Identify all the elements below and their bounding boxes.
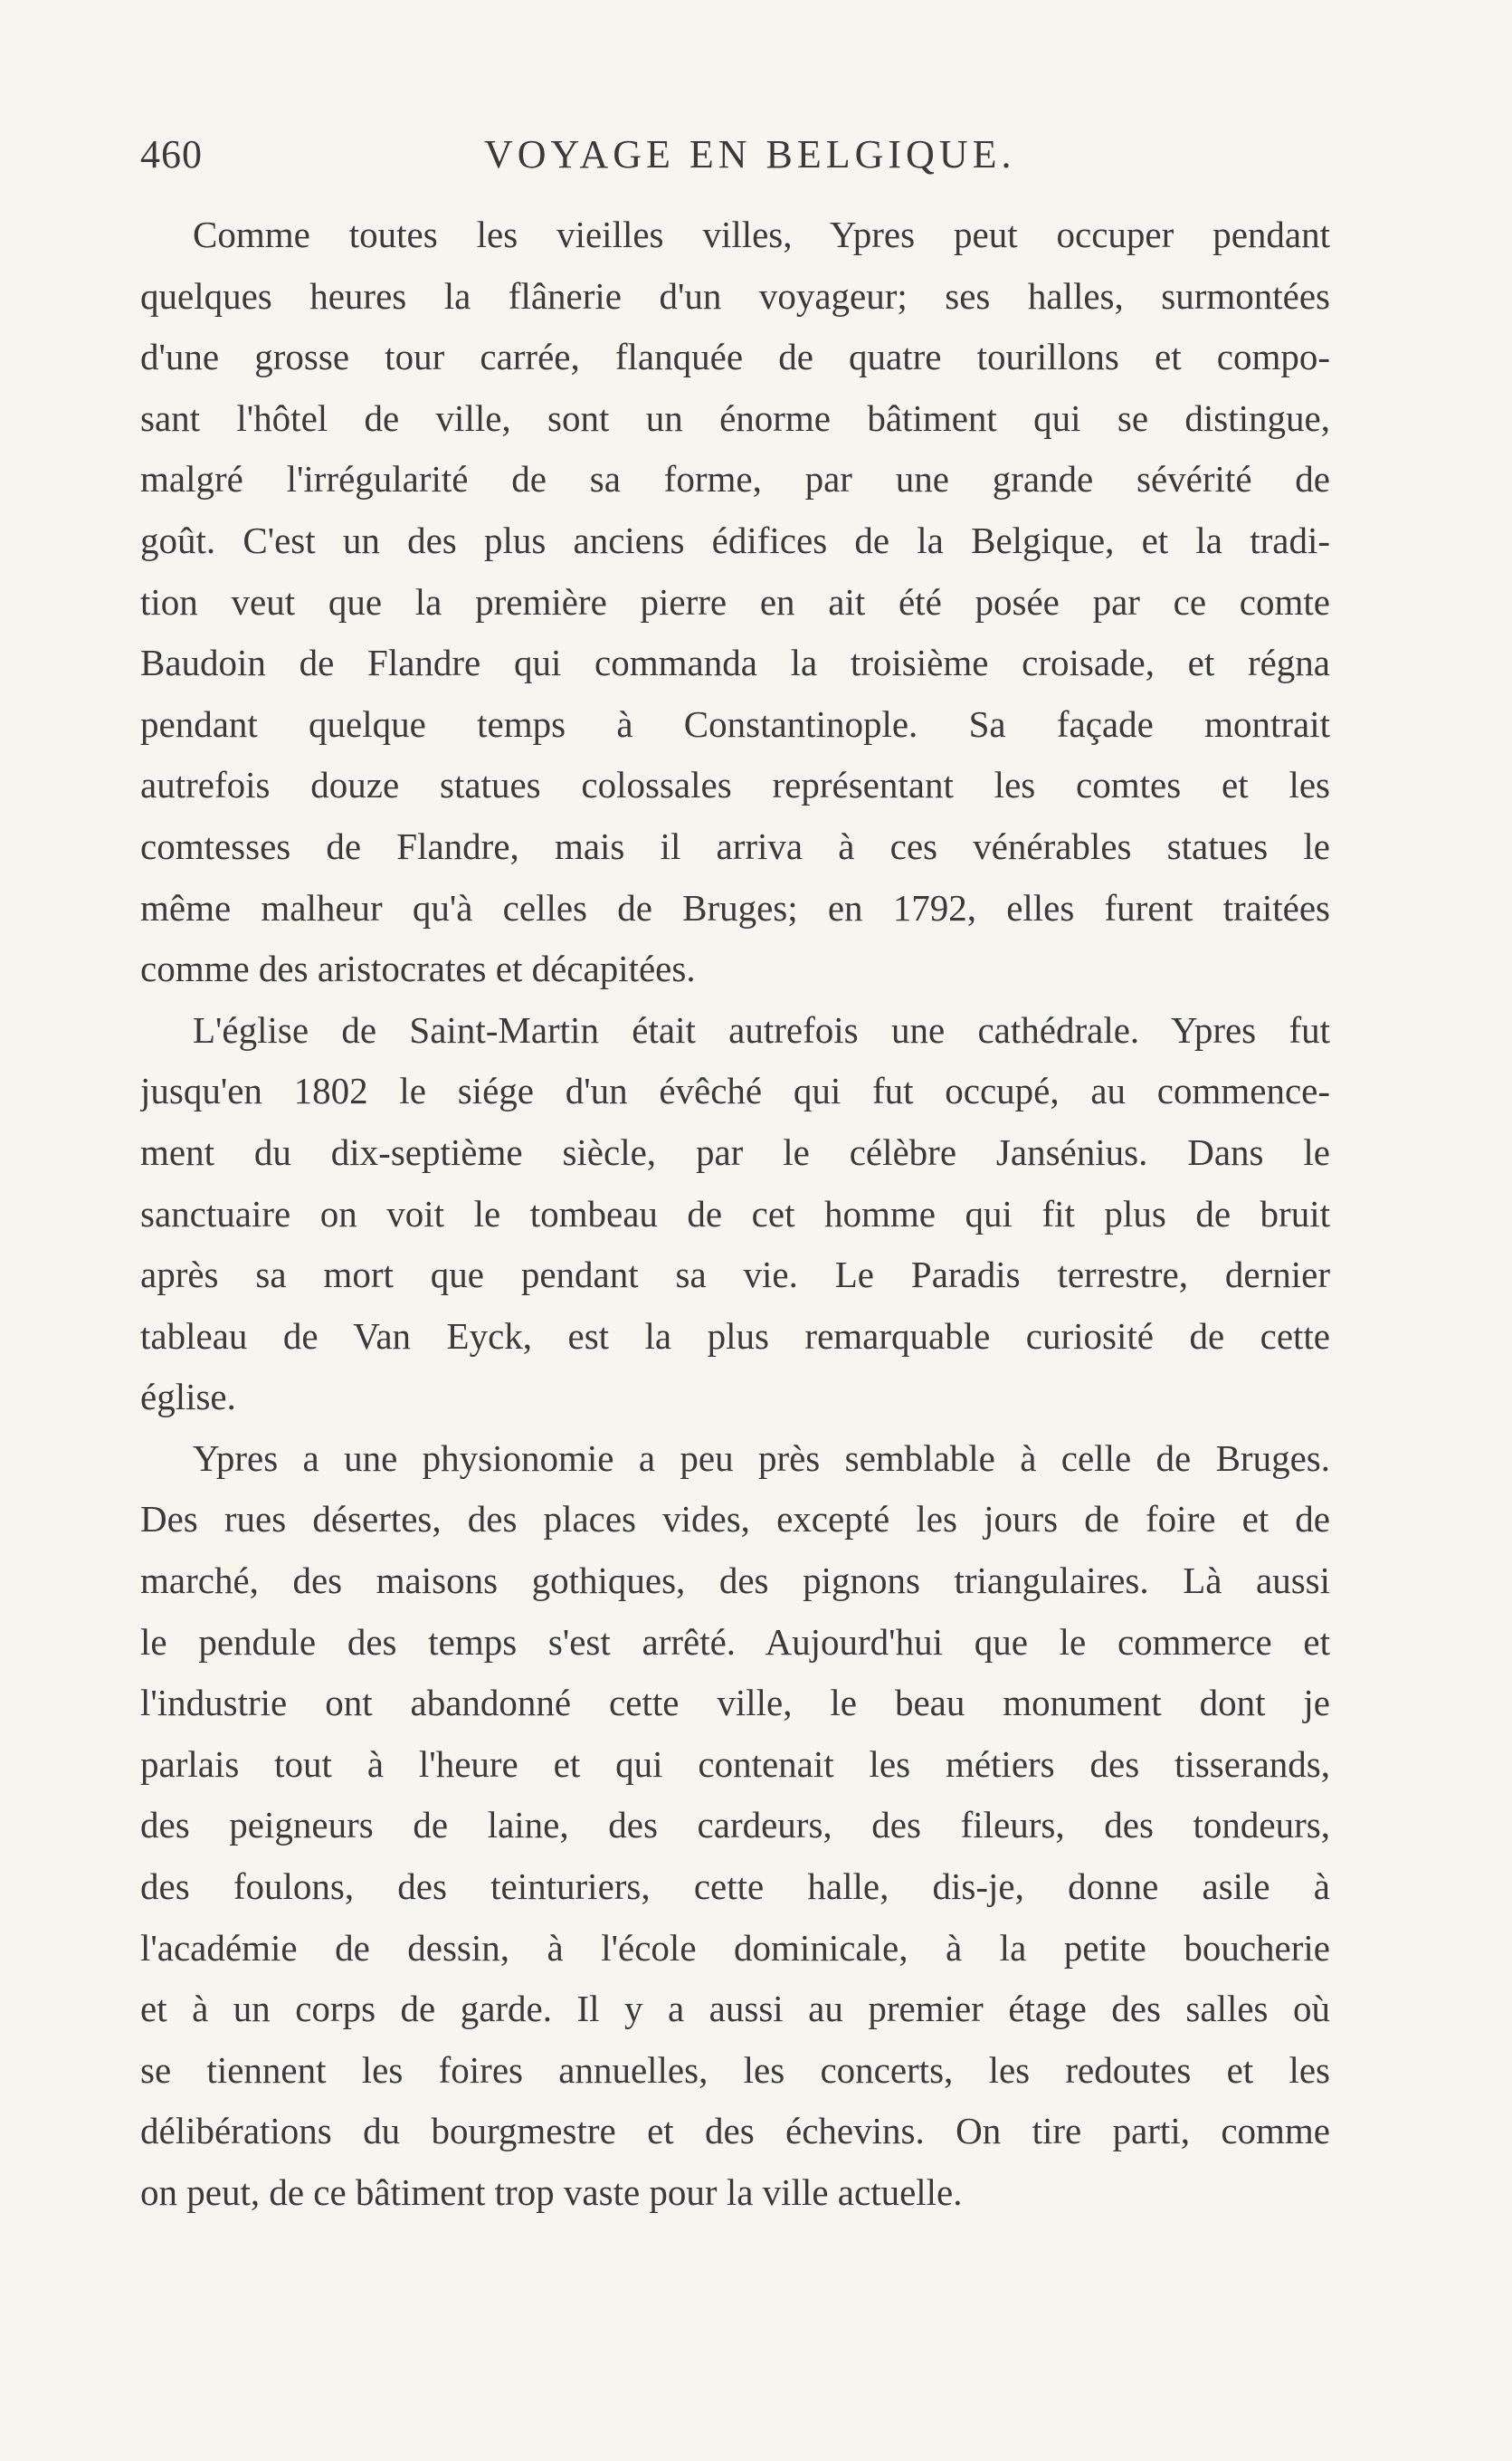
text-line: ment du dix-septième siècle, par le célèbre Jansénius. Dans le <box>140 1130 1330 1173</box>
paragraph-3 <box>140 1428 1330 2224</box>
text-line: comtesses de Flandre, mais il arriva à ces vénérables statues le <box>140 825 1330 867</box>
text-line: l'académie de dessin, à l'école dominicale, à la petite boucherie <box>140 1926 1330 1969</box>
text-line: Ypres a une physionomie a peu près semblable à celle de Bruges. <box>193 1436 1330 1479</box>
text-line: Baudoin de Flandre qui commanda la troisième croisade, et régna <box>140 642 1330 684</box>
running-head <box>140 131 1330 186</box>
text-line: église. <box>140 1376 236 1418</box>
paragraph-1 <box>140 205 1330 1000</box>
text-line: jusqu'en 1802 le siége d'un évêché qui fut occupé, au commence- <box>140 1070 1330 1112</box>
text-line: tableau de Van Eyck, est la plus remarquable curiosité de cette <box>140 1314 1330 1357</box>
text-line: délibérations du bourgmestre et des échevins. On tire parti, comme <box>140 2110 1330 2152</box>
text-line: d'une grosse tour carrée, flanquée de quatre tourillons et compo- <box>140 336 1330 378</box>
text-line: autrefois douze statues colossales représentant les comtes et les <box>140 764 1330 806</box>
text-line: sant l'hôtel de ville, sont un énorme bâtiment qui se distingue, <box>140 396 1330 439</box>
text-line: l'industrie ont abandonné cette ville, le beau monument dont je <box>140 1682 1330 1724</box>
text-line: comme des aristocrates et décapitées. <box>140 948 696 990</box>
text-line: parlais tout à l'heure et qui contenait les métiers des tisserands, <box>140 1742 1330 1785</box>
page-number: 460 <box>140 132 203 176</box>
text-line: le pendule des temps s'est arrêté. Aujourd'hui que le commerce et <box>140 1620 1330 1663</box>
text-line: tion veut que la première pierre en ait été posée par ce comte <box>140 580 1330 623</box>
text-line: goût. C'est un des plus anciens édifices de la Belgique, et la tradi- <box>140 519 1330 561</box>
text-line: sanctuaire on voit le tombeau de cet homme qui fit plus de bruit <box>140 1192 1330 1235</box>
text-line: des peigneurs de laine, des cardeurs, des fileurs, des tondeurs, <box>140 1804 1330 1846</box>
paragraph-2 <box>140 1000 1330 1428</box>
text-line: on peut, de ce bâtiment trop vaste pour la ville actuelle. <box>140 2171 963 2213</box>
text-line: L'église de Saint-Martin était autrefois une cathédrale. Ypres fut <box>193 1008 1330 1051</box>
text-line: malgré l'irrégularité de sa forme, par une grande sévérité de <box>140 458 1330 501</box>
text-line: des foulons, des teinturiers, cette halle, dis-je, donne asile à <box>140 1865 1330 1908</box>
text-line: quelques heures la flânerie d'un voyageur; ses halles, surmontées <box>140 274 1330 317</box>
text-line: marché, des maisons gothiques, des pignons triangulaires. Là aussi <box>140 1560 1330 1602</box>
text-line: Comme toutes les vieilles villes, Ypres peut occuper pendant <box>193 214 1330 255</box>
text-line: Des rues désertes, des places vides, excepté les jours de foire et de <box>140 1498 1330 1541</box>
text-line: même malheur qu'à celles de Bruges; en 1792, elles furent traitées <box>140 886 1330 929</box>
text-line: se tiennent les foires annuelles, les concerts, les redoutes et les <box>140 2048 1330 2091</box>
text-line: et à un corps de garde. Il y a aussi au premier étage des salles où <box>140 1988 1330 2030</box>
text-line: pendant quelque temps à Constantinople. Sa façade montrait <box>140 702 1330 745</box>
text-line: après sa mort que pendant sa vie. Le Paradis terrestre, dernier <box>140 1254 1330 1296</box>
body-text <box>140 205 1330 2224</box>
book-title: VOYAGE EN BELGIQUE. <box>484 132 1016 176</box>
